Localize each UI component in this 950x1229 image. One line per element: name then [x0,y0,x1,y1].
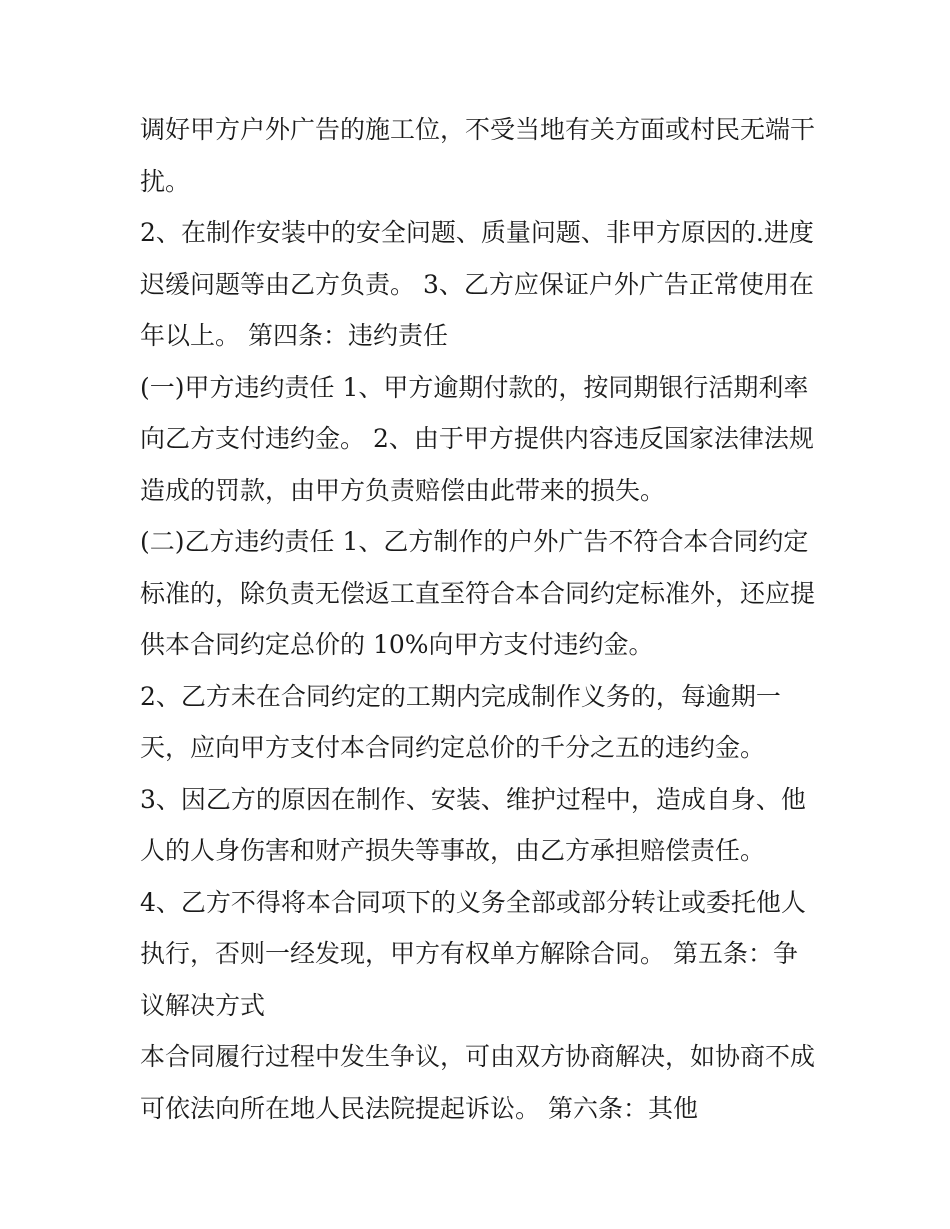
text-line: 迟缓问题等由乙方负责。 3、乙方应保证户外广告正常使用在 [140,269,814,299]
text-line: 可依法向所在地人民法院提起诉讼。 第六条：其他 [140,1093,698,1123]
text-line: 供本合同约定总价的 10%向甲方支付违约金。 [140,630,654,659]
text-line: 调好甲方户外广告的施工位，不受当地有关方面或村民无端干 [140,115,816,144]
text-line: (二)乙方违约责任 1、乙方制作的户外广告不符合本合同约定 [140,527,809,556]
text-line: 人的人身伤害和财产损失等事故，由乙方承担赔偿责任。 [140,836,766,865]
text-line: 4、乙方不得将本合同项下的义务全部或部分转让或委托他人 [140,887,806,917]
text-line: 议解决方式 [140,990,266,1020]
text-line: 扰。 [140,166,191,196]
text-line: 本合同履行过程中发生争议，可由双方协商解决，如协商不成 [140,1042,816,1071]
text-line: 执行，否则一经发现，甲方有权单方解除合同。 第五条：争 [140,939,798,968]
text-line: 2、乙方未在合同约定的工期内完成制作义务的，每逾期一 [140,681,781,711]
text-line: 3、因乙方的原因在制作、安装、维护过程中，造成自身、他 [140,784,806,814]
text-line: 2、在制作安装中的安全问题、质量问题、非甲方原因的.进度 [140,218,814,247]
document-body [140,104,830,1134]
text-line: 年以上。 第四条：违约责任 [140,321,448,350]
text-line: 标准的，除负责无偿返工直至符合本合同约定标准外，还应提 [140,578,816,608]
text-line: 造成的罚款，由甲方负责赔偿由此带来的损失。 [140,475,666,505]
text-line: (一)甲方违约责任 1、甲方逾期付款的，按同期银行活期利率 [140,372,809,402]
text-line: 向乙方支付违约金。 2、由于甲方提供内容违反国家法律法规 [140,424,814,453]
text-line: 天，应向甲方支付本合同约定总价的千分之五的违约金。 [140,733,766,762]
